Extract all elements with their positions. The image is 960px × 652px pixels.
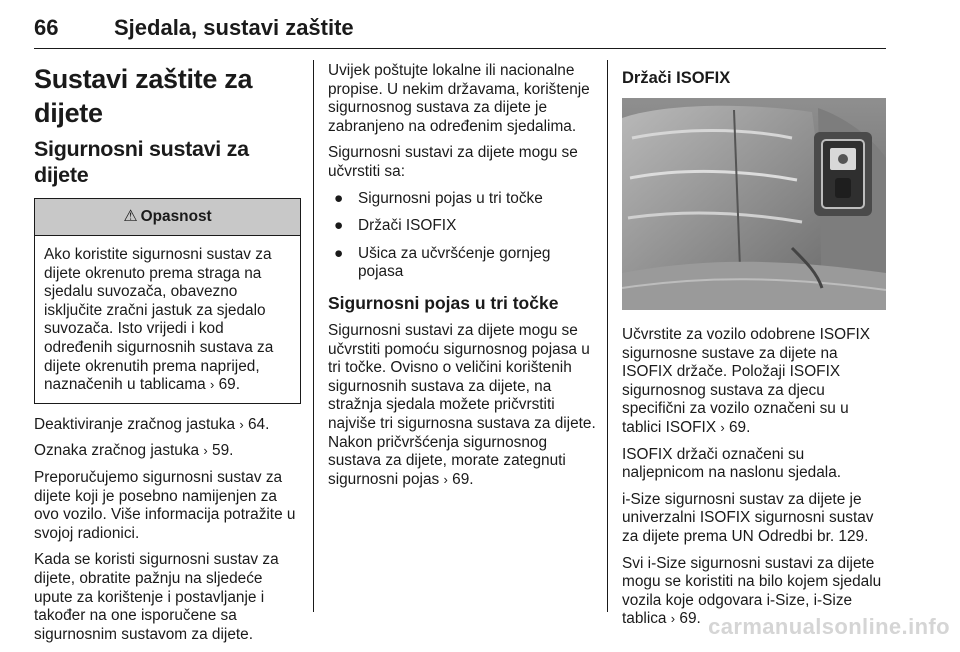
page-ref-link[interactable]: 59. [212,442,234,460]
list-item-text: Sigurnosni pojas u tri točke [358,189,543,207]
paragraph: i-Size sigurnosni sustav za dijete je univerzalni ISOFIX sigurnosni sustav za dijete prema UN Odredbi br. 129. [622,490,874,545]
paragraph: Sigurnosni sustavi za dijete mogu se učvrstiti sa: [328,144,578,180]
paragraph-text: Učvrstite za vozilo odobrene ISOFIX sigurnosne sustave za dijete na ISOFIX držače. Položaji ISOFIX sigurnosnog sustava za djecu specifični za vozilo označeni su u tablici ISOFIX [622,326,871,436]
watermark: carmanualsonline.info [708,614,950,639]
paragraph [34,442,301,461]
paragraph: ISOFIX držači označeni su naljepnicom na naslonu sjedala. [622,445,842,482]
list-item [328,245,596,282]
page-ref-link[interactable]: 69. [218,376,241,394]
danger-notice-header [35,199,300,236]
paragraph-text: Deaktiviranje zračnog jastuka [34,415,236,433]
page-header [34,6,886,49]
paragraph [622,326,888,438]
bullet-icon: ● [334,244,344,262]
page-ref-link[interactable]: 69. [679,610,701,628]
warning-triangle-icon: ⚠ [123,207,138,225]
danger-label: Opasnost [140,207,212,225]
column-left [34,62,301,652]
paragraph: Kada se koristi sigurnosni sustav za dijete, obratite pažnju na sljedeće upute za korištenje i postavljanje i također na one isporučene sa sigurnosnim sustavom za dijete. [34,551,279,643]
page-ref-link[interactable]: 69. [729,418,751,436]
section-title: Sjedala, sustavi zaštite [114,15,354,40]
danger-text: Ako koristite sigurnosni sustav za dijete okrenuto prema straga na sjedalu suvozača, obavezno isključite zračni jastuk za sjedalo suvozača. Isto vrijedi i kod određenih sigurnosnih sustava za dijete okrenutih prema naprijed, naznačenih u tablicama [44,246,274,394]
column-right [622,62,888,637]
paragraph-text: Sigurnosni sustavi za dijete mogu se učvrstiti pomoću sigurnosnog pojasa u tri točke. Ovisno o veličini korištenih sigurnosnih sustava za dijete, na stražnja sjedala možete pričvrstiti najviše tri sigurnosna sustava za dijete. Nakon pričvršćenja sigurnosnog sustava za dijete, morate zategnuti sigurnosni pojas [328,321,596,488]
danger-notice [34,198,301,404]
list-item [328,190,596,209]
danger-notice-body [35,236,300,403]
subsection-heading: Držači ISOFIX [622,69,731,87]
page-ref-arrow-icon: › [443,471,448,487]
paragraph-text: Svi i-Size sigurnosni sustavi za dijete mogu se koristiti na bilo kojem sjedalu vozila koje odgovara i-Size, i-Size tablica [622,554,882,628]
column-divider [313,60,314,612]
list-item [328,217,596,236]
paragraph: Uvijek poštujte lokalne ili nacionalne propise. U nekim državama, korištenje sigurnosnog sustava za dijete je zabranjeno na određenim sjedalima. [328,62,590,135]
section-subtitle: Sigurnosni sustavi za dijete [34,137,249,187]
page-title: Sustavi zaštite za dijete [34,64,253,128]
isofix-seat-photo [622,98,886,310]
page-ref-arrow-icon: › [239,416,244,432]
bullet-icon: ● [334,189,344,207]
column-divider [607,60,608,612]
list-item-text: Držači ISOFIX [358,217,457,235]
page-number: 66 [34,15,59,40]
list-item-text: Ušica za učvršćenje gornjeg pojasa [358,244,551,281]
page-ref-link[interactable]: 64. [247,415,270,433]
column-middle [328,62,596,497]
page-ref-arrow-icon: › [720,419,725,435]
bullet-list [328,190,596,282]
page-ref-arrow-icon: › [670,611,676,627]
page-ref-link[interactable]: 69. [452,470,474,488]
paragraph: Preporučujemo sigurnosni sustav za dijete koji je posebno namijenjen za ovo vozilo. Više informacija potražite u svojoj radionici. [34,468,296,542]
page-ref-arrow-icon: › [210,377,215,393]
page-ref-arrow-icon: › [203,443,208,459]
bullet-icon: ● [334,217,344,235]
subsection-heading: Sigurnosni pojas u tri točke [328,292,559,313]
paragraph [34,416,301,435]
paragraph [328,322,596,489]
paragraph-text: Oznaka zračnog jastuka [34,442,200,460]
